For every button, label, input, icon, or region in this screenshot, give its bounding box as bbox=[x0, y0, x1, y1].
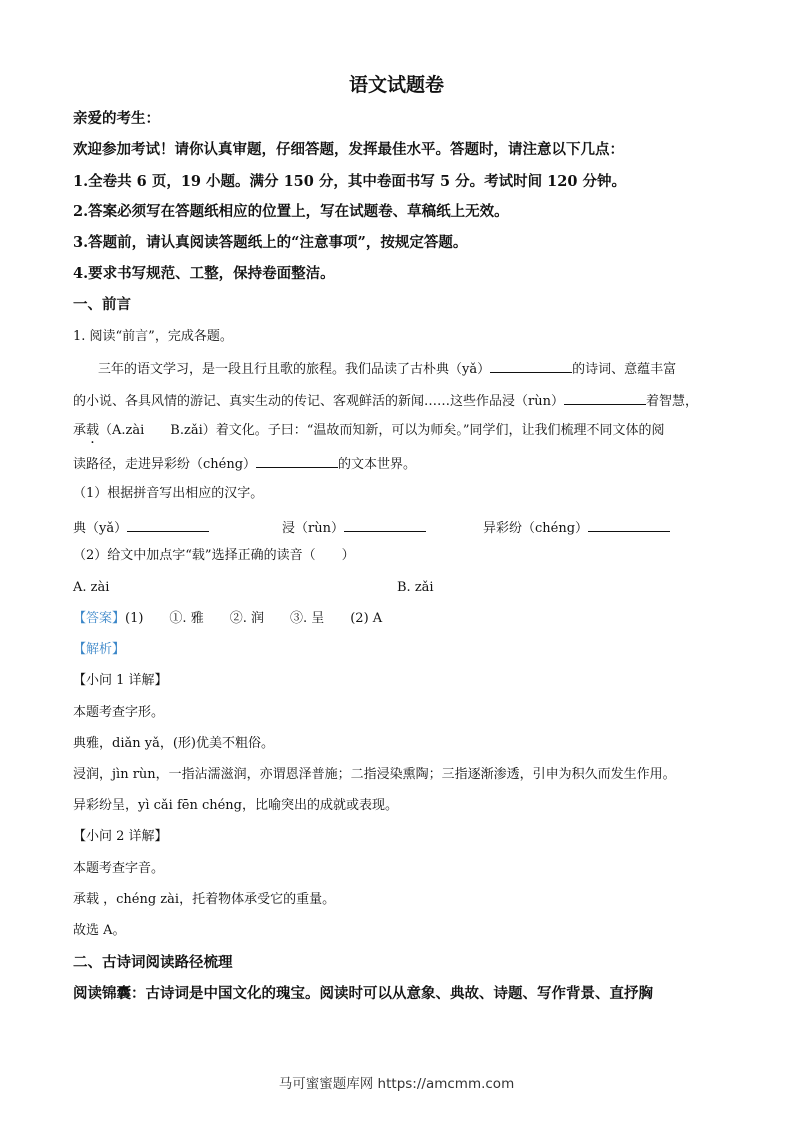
passage-text: 的诗词、意蕴丰富 bbox=[572, 362, 677, 377]
passage-text: （A.zài B.zǎi）着文化。子曰：“温故而知新，可以为师矣。”同学们，让我们梳理不同文体的阅 bbox=[99, 423, 665, 438]
answer-text: (1) ①. 雅 ②. 润 ③. 呈 (2) A bbox=[125, 611, 383, 626]
detail-heading-2: 【小问 2 详解】 bbox=[73, 829, 168, 844]
welcome-text: 欢迎参加考试！请你认真审题，仔细答题，发挥最佳水平。答题时，请注意以下几点： bbox=[73, 141, 624, 158]
detail-line: 异彩纷呈，yì cǎi fēn chéng，比喻突出的成就或表现。 bbox=[73, 798, 399, 813]
passage-text: 着智慧， bbox=[645, 394, 698, 409]
passage-text: 承 bbox=[73, 423, 87, 438]
sub-question-1: （1）根据拼音写出相应的汉字。 bbox=[73, 486, 264, 501]
passage-line-2 bbox=[73, 392, 698, 410]
detail-line: 承载 ，chéng zài，托着物体承受它的重量。 bbox=[73, 892, 336, 907]
option-b: B. zǎi bbox=[397, 580, 434, 595]
fill-item-2 bbox=[282, 517, 426, 536]
fill-item-3 bbox=[483, 517, 670, 536]
rule-2: 2.答案必须写在答题纸相应的位置上，写在试题卷、草稿纸上无效。 bbox=[73, 203, 509, 220]
footer-watermark: 马可蜜蜜题库网 https://amcmm.com bbox=[278, 1076, 515, 1092]
option-a: A. zài bbox=[73, 580, 110, 595]
section-heading-2: 二、古诗词阅读路径梳理 bbox=[73, 954, 233, 971]
fill-blank bbox=[344, 519, 426, 532]
detail-line: 典雅，diǎn yǎ，(形)优美不粗俗。 bbox=[73, 736, 274, 751]
greeting: 亲爱的考生： bbox=[73, 110, 160, 127]
page-title: 语文试题卷 bbox=[348, 74, 444, 96]
detail-line: 本题考查字形。 bbox=[73, 705, 165, 720]
detail-line: 本题考查字音。 bbox=[73, 861, 165, 876]
fill-blank bbox=[256, 455, 338, 468]
passage-line-3 bbox=[73, 423, 665, 439]
section-heading-1: 一、前言 bbox=[73, 296, 131, 313]
fill-item-label: 浸（rùn） bbox=[282, 521, 344, 536]
analysis-label: 【解析】 bbox=[73, 642, 126, 657]
fill-item-label: 异彩纷（chéng） bbox=[483, 521, 589, 536]
detail-line: 浸润，jìn rùn，一指沾濡滋润，亦谓恩泽普施；二指浸染熏陶；三指逐渐渗透，引申为积久而发生作用。 bbox=[73, 767, 676, 782]
detail-line: 故选 A。 bbox=[73, 923, 126, 938]
rule-4: 4.要求书写规范、工整，保持卷面整洁。 bbox=[73, 265, 335, 282]
fill-blank bbox=[490, 360, 572, 373]
reading-tip: 阅读锦囊：古诗词是中国文化的瑰宝。阅读时可以从意象、典故、诗题、写作背景、直抒胸 bbox=[73, 985, 653, 1002]
passage-text: 的文本世界。 bbox=[338, 457, 417, 472]
passage-text: 的小说、各具风情的游记、真实生动的传记、客观鲜活的新闻……这些作品浸（rùn） bbox=[73, 394, 564, 409]
dotted-character: 载 bbox=[86, 423, 100, 438]
sub-question-2: （2）给文中加点字“载”选择正确的读音（ ） bbox=[73, 548, 355, 563]
fill-blank bbox=[588, 519, 670, 532]
passage-line-4 bbox=[73, 455, 416, 473]
passage-text: 三年的语文学习，是一段且行且歌的旅程。我们品读了古朴典（yǎ） bbox=[98, 362, 491, 377]
question-1-prompt: 1. 阅读“前言”，完成各题。 bbox=[73, 329, 233, 344]
detail-heading-1: 【小问 1 详解】 bbox=[73, 673, 168, 688]
fill-item-label: 典（yǎ） bbox=[73, 521, 128, 536]
passage-line-1 bbox=[98, 360, 676, 378]
rule-3: 3.答题前，请认真阅读答题纸上的“注意事项”，按规定答题。 bbox=[73, 234, 468, 251]
answer-line bbox=[73, 611, 382, 627]
fill-blank bbox=[564, 392, 646, 405]
fill-item-1 bbox=[73, 517, 209, 536]
passage-text: 读路径，走进异彩纷（chéng） bbox=[73, 457, 257, 472]
rule-1: 1.全卷共 6 页，19 小题。满分 150 分，其中卷面书写 5 分。考试时间 120 分钟。 bbox=[73, 173, 626, 190]
answer-label: 【答案】 bbox=[73, 611, 126, 626]
fill-blank bbox=[127, 519, 209, 532]
